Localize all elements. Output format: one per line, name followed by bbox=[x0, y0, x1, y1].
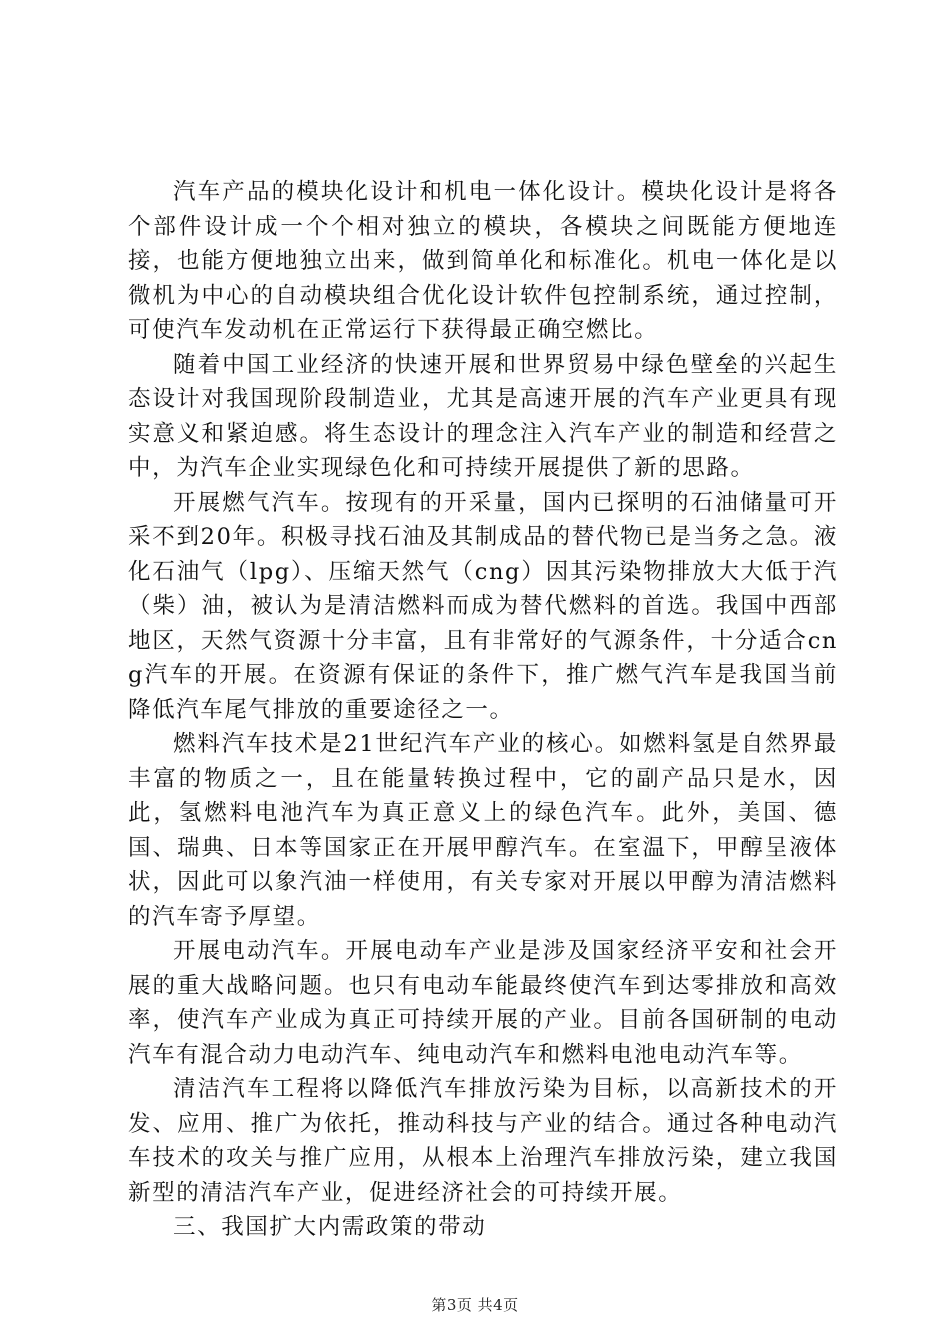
page-number-footer: 第3页 共4页 bbox=[431, 1296, 519, 1314]
paragraph-clean-vehicle-project: 清洁汽车工程将以降低汽车排放污染为目标，以高新技术的开发、应用、推广为依托，推动科技与产业的结合。通过各种电动汽车技术的攻关与推广应用，从根本上治理汽车排放污染，建立我国新型的清洁汽车产业，促进经济社会的可持续开展。 bbox=[128, 1076, 838, 1206]
paragraph-eco-design: 随着中国工业经济的快速开展和世界贸易中绿色壁垒的兴起生态设计对我国现阶段制造业，尤其是高速开展的汽车产业更具有现实意义和紧迫感。将生态设计的理念注入汽车产业的制造和经营之中，为汽车企业实现绿色化和可持续开展提供了新的思路。 bbox=[128, 351, 838, 481]
section-heading-domestic-demand: 三、我国扩大内需政策的带动 bbox=[173, 1214, 487, 1240]
paragraph-electric-vehicles: 开展电动汽车。开展电动车产业是涉及国家经济平安和社会开展的重大战略问题。也只有电动车能最终使汽车到达零排放和高效率，使汽车产业成为真正可持续开展的产业。目前各国研制的电动汽车有混合动力电动汽车、纯电动汽车和燃料电池电动汽车等。 bbox=[128, 938, 838, 1068]
paragraph-fuel-technology: 燃料汽车技术是21世纪汽车产业的核心。如燃料氢是自然界最丰富的物质之一，且在能量转换过程中，它的副产品只是水，因此，氢燃料电池汽车为真正意义上的绿色汽车。此外，美国、德国、瑞典、日本等国家正在开展甲醇汽车。在室温下，甲醇呈液体状，因此可以象汽油一样使用，有关专家对开展以甲醇为清洁燃料的汽车寄予厚望。 bbox=[128, 731, 838, 930]
paragraph-modular-design: 汽车产品的模块化设计和机电一体化设计。模块化设计是将各个部件设计成一个个相对独立的模块，各模块之间既能方便地连接，也能方便地独立出来，做到简单化和标准化。机电一体化是以微机为中心的自动模块组合优化设计软件包控制系统，通过控制，可使汽车发动机在正常运行下获得最正确空燃比。 bbox=[128, 179, 838, 343]
document-body bbox=[128, 175, 838, 1245]
paragraph-gas-vehicles: 开展燃气汽车。按现有的开采量，国内已探明的石油储量可开采不到20年。积极寻找石油及其制成品的替代物已是当务之急。液化石油气（lpg）、压缩天然气（cng）因其污染物排放大大低于汽（柴）油，被认为是清洁燃料而成为替代燃料的首选。我国中西部地区，天然气资源十分丰富，且有非常好的气源条件，十分适合cng汽车的开展。在资源有保证的条件下，推广燃气汽车是我国当前降低汽车尾气排放的重要途径之一。 bbox=[128, 489, 838, 723]
